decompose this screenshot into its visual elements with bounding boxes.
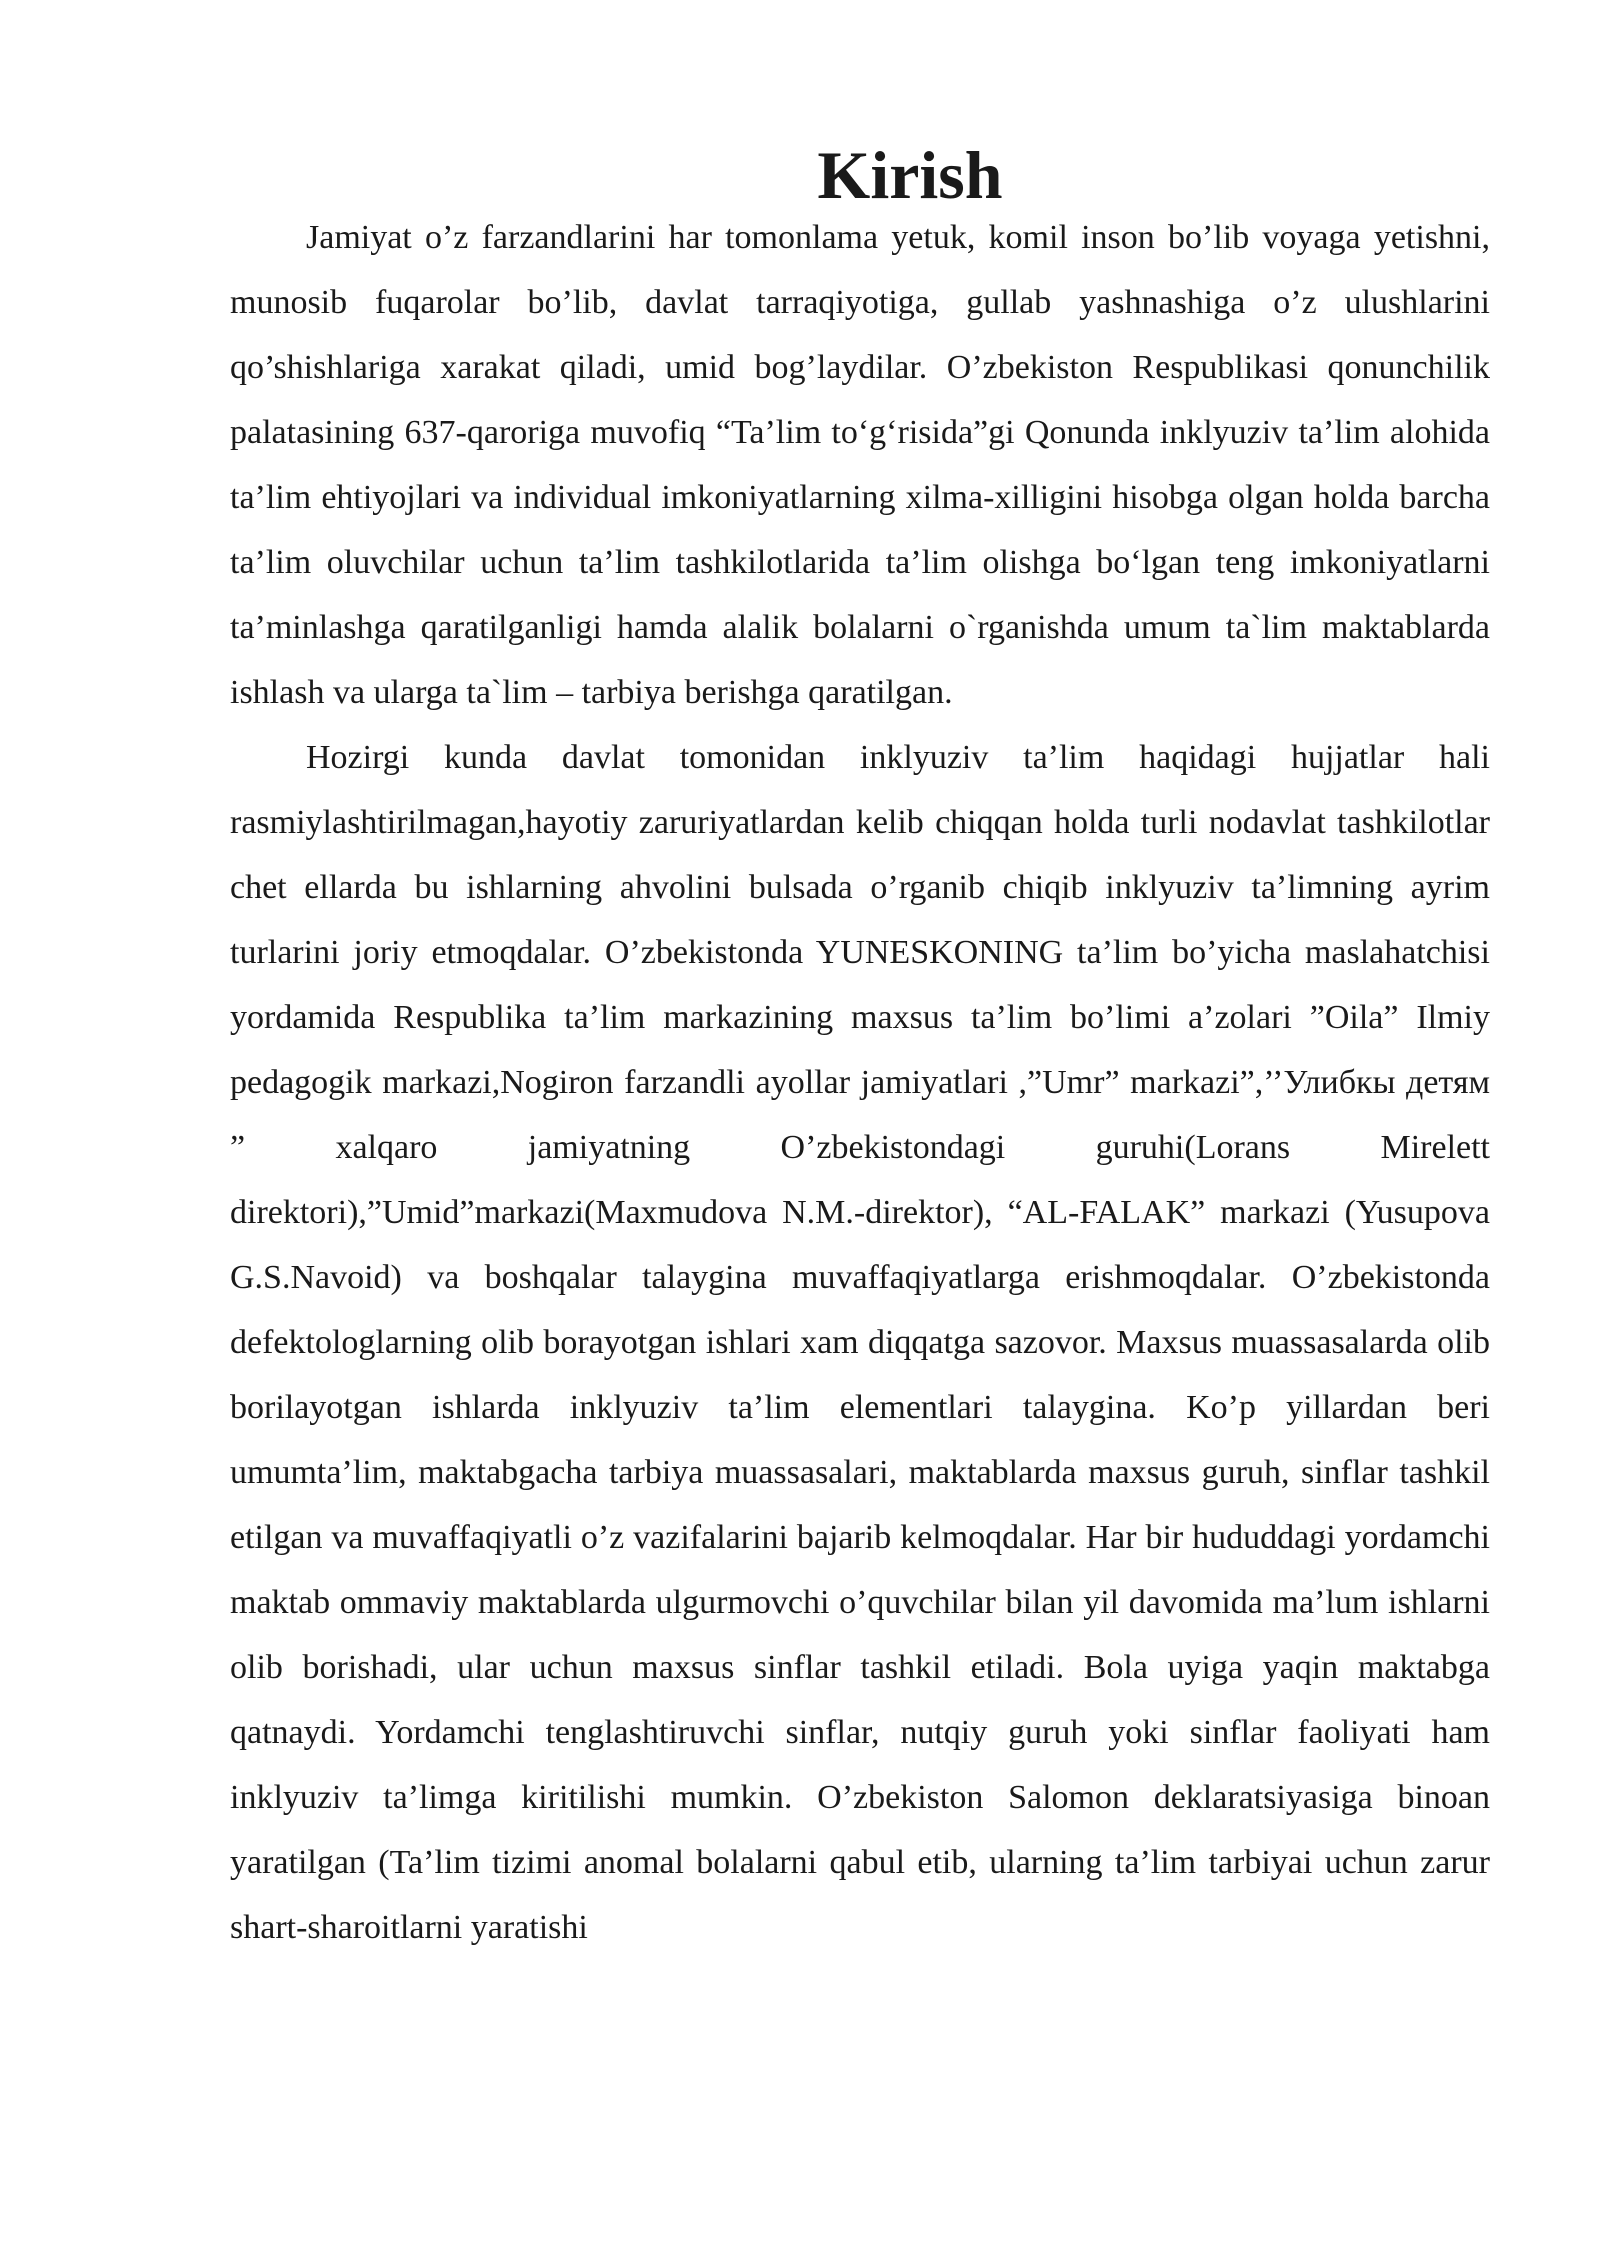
paragraph-2: Hozirgi kunda davlat tomonidan inklyuziv ta’lim haqidagi hujjatlar hali rasmiylashtirilmagan,hayotiy zaruriyatlardan kelib chiqqan holda turli nodavlat tashkilotlar chet ellarda bu ishlarning ahvolini bulsada o’rganib chiqib inklyuziv ta’limning ayrim turlarini joriy etmoqdalar. O’zbekistonda YUNESKONING ta’lim bo’yicha maslahatchisi yordamida Respublika ta’lim markazining maxsus ta’lim bo’limi a’zolari ”Oila” Ilmiy pedagogik markazi,Nogiron farzandli ayollar jamiyatlari ,”Umr” markazi”,’’Улибкы детям ” xalqaro jamiyatning O’zbekistondagi guruhi(Lorans Mirelett direktori),”Umid”markazi(Maxmudova N.M.-direktor), “AL-FALAK” markazi (Yusupova G.S.Navoid) va boshqalar talaygina muvaffaqiyatlarga erishmoqdalar. O’zbekistonda defektologlarning olib borayotgan ishlari xam diqqatga sazovor. Maxsus muassasalarda olib borilayotgan ishlarda inklyuziv ta’lim elementlari talaygina. Ko’p yillardan beri umumta’lim, maktabgacha tarbiya muassasalari, maktablarda maxsus guruh, sinflar tashkil etilgan va muvaffaqiyatli o’z vazifalarini bajarib kelmoqdalar. Har bir hududdagi yordamchi maktab ommaviy maktablarda ulgurmovchi o’quvchilar bilan yil davomida ma’lum ishlarni olib borishadi, ular uchun maxsus sinflar tashkil etiladi. Bola uyiga yaqin maktabga qatnaydi. Yordamchi tenglashtiruvchi sinflar, nutqiy guruh yoki sinflar faoliyati ham inklyuziv ta’limga kiritilishi mumkin. O’zbekiston Salomon deklaratsiyasiga binoan yaratilgan (Ta’lim tizimi anomal bolalarni qabul etib, ularning ta’lim tarbiyai uchun zarur shart-sharoitlarni yaratishi	[230, 739, 1490, 1946]
paragraph-1: Jamiyat o’z farzandlarini har tomonlama yetuk, komil inson bo’lib voyaga yetishni, munosib fuqarolar bo’lib, davlat tarraqiyotiga, gullab yashnashiga o’z ulushlarini qo’shishlariga xarakat qiladi, umid bog’laydilar. O’zbekiston Respublikasi qonunchilik palatasining 637-qaroriga muvofiq “Ta’lim to‘g‘risida”gi Qonunda inklyuziv ta’lim alohida ta’lim ehtiyojlari va individual imkoniyatlarning xilma-xilligini hisobga olgan holda barcha ta’lim oluvchilar uchun ta’lim tashkilotlarida ta’lim olishga bo‘lgan teng imkoniyatlarni ta’minlashga qaratilganligi hamda alalik bolalarni o`rganishda umum ta`lim maktablarda ishlash va ularga ta`lim – tarbiya berishga qaratilgan.	[230, 219, 1490, 711]
document-title: Kirish	[817, 137, 1003, 213]
document-page	[230, 137, 1490, 1960]
